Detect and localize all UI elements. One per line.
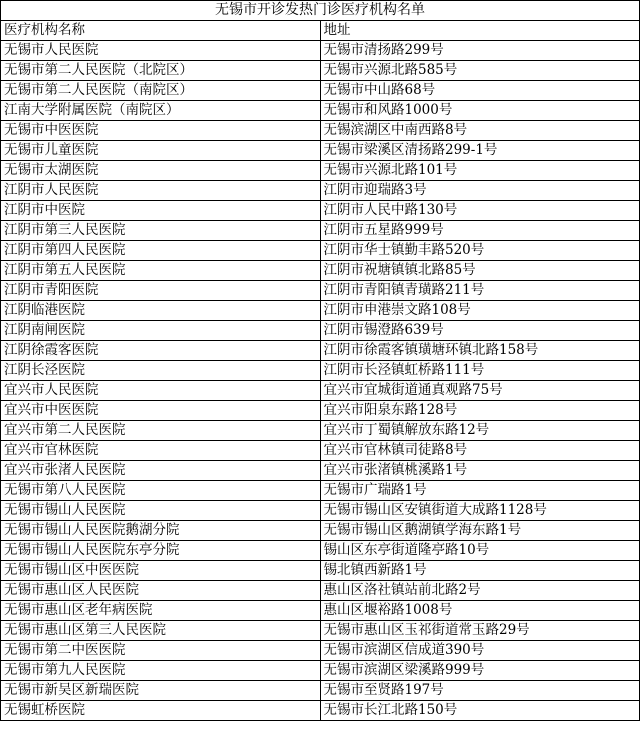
hospital-name-cell: 无锡市人民医院 [1, 41, 321, 61]
table-row [1, 81, 640, 101]
hospital-address-cell: 无锡市和风路1000号 [320, 101, 640, 121]
hospital-name-cell: 宜兴市人民医院 [1, 381, 321, 401]
table-row [1, 461, 640, 481]
table-row [1, 401, 640, 421]
hospital-address-cell: 锡山区东亭街道隆亭路10号 [320, 541, 640, 561]
table-row [1, 501, 640, 521]
header-name: 医疗机构名称 [1, 21, 321, 41]
hospital-name-cell: 江阴市青阳医院 [1, 281, 321, 301]
table-row [1, 141, 640, 161]
title-row [1, 1, 640, 21]
hospital-address-cell: 江阴市祝塘镇镇北路85号 [320, 261, 640, 281]
table-row [1, 301, 640, 321]
hospital-address-cell: 惠山区洛社镇站前北路2号 [320, 581, 640, 601]
hospital-address-cell: 江阴市华士镇勤丰路520号 [320, 241, 640, 261]
hospital-address-cell: 无锡滨湖区中南西路8号 [320, 121, 640, 141]
hospital-address-cell: 无锡市兴源北路585号 [320, 61, 640, 81]
hospital-name-cell: 无锡市惠山区人民医院 [1, 581, 321, 601]
header-address: 地址 [320, 21, 640, 41]
hospital-name-cell: 无锡市锡山人民医院东亭分院 [1, 541, 321, 561]
hospital-name-cell: 江阴市人民医院 [1, 181, 321, 201]
hospital-address-cell: 无锡市滨湖区梁溪路999号 [320, 661, 640, 681]
table-row [1, 201, 640, 221]
table-row [1, 561, 640, 581]
table-row [1, 521, 640, 541]
table-row [1, 41, 640, 61]
hospital-address-cell: 宜兴市丁蜀镇解放东路12号 [320, 421, 640, 441]
table-row [1, 181, 640, 201]
table-row [1, 701, 640, 721]
table-row [1, 241, 640, 261]
hospital-name-cell: 无锡市儿童医院 [1, 141, 321, 161]
hospital-name-cell: 江阴市第三人民医院 [1, 221, 321, 241]
table-title: 无锡市开诊发热门诊医疗机构名单 [1, 1, 640, 21]
hospital-name-cell: 无锡市太湖医院 [1, 161, 321, 181]
table-row [1, 421, 640, 441]
table-row [1, 341, 640, 361]
hospital-address-cell: 无锡市兴源北路101号 [320, 161, 640, 181]
hospital-name-cell: 无锡市惠山区第三人民医院 [1, 621, 321, 641]
table-row [1, 221, 640, 241]
table-row [1, 101, 640, 121]
table-row [1, 661, 640, 681]
hospital-address-cell: 江阴市迎瑞路3号 [320, 181, 640, 201]
hospital-name-cell: 江阴市第五人民医院 [1, 261, 321, 281]
hospital-name-cell: 无锡市第八人民医院 [1, 481, 321, 501]
hospital-address-cell: 无锡市锡山区安镇街道大成路1128号 [320, 501, 640, 521]
table-row [1, 481, 640, 501]
hospital-address-cell: 江阴市长泾镇虹桥路111号 [320, 361, 640, 381]
hospital-name-cell: 无锡虹桥医院 [1, 701, 321, 721]
hospital-name-cell: 江阴市中医院 [1, 201, 321, 221]
hospital-name-cell: 宜兴市张渚人民医院 [1, 461, 321, 481]
hospital-address-cell: 宜兴市张渚镇桃溪路1号 [320, 461, 640, 481]
hospital-address-cell: 宜兴市宜城街道通真观路75号 [320, 381, 640, 401]
hospital-address-cell: 无锡市梁溪区清扬路299-1号 [320, 141, 640, 161]
hospital-name-cell: 无锡市第九人民医院 [1, 661, 321, 681]
hospital-address-cell: 无锡市至贤路197号 [320, 681, 640, 701]
hospital-name-cell: 江阴徐霞客医院 [1, 341, 321, 361]
hospital-address-cell: 无锡市锡山区鹅湖镇学海东路1号 [320, 521, 640, 541]
hospital-name-cell: 无锡市第二人民医院（北院区） [1, 61, 321, 81]
hospital-address-cell: 江阴市徐霞客镇璜塘环镇北路158号 [320, 341, 640, 361]
hospital-address-cell: 无锡市广瑞路1号 [320, 481, 640, 501]
table-row [1, 681, 640, 701]
hospital-name-cell: 宜兴市官林医院 [1, 441, 321, 461]
hospital-address-cell: 江阴市申港崇文路108号 [320, 301, 640, 321]
hospital-address-cell: 无锡市清扬路299号 [320, 41, 640, 61]
hospital-address-cell: 锡北镇西新路1号 [320, 561, 640, 581]
table-row [1, 381, 640, 401]
hospital-name-cell: 宜兴市中医医院 [1, 401, 321, 421]
header-row [1, 21, 640, 41]
table-row [1, 581, 640, 601]
hospital-address-cell: 无锡市长江北路150号 [320, 701, 640, 721]
hospital-name-cell: 无锡市中医医院 [1, 121, 321, 141]
hospital-name-cell: 无锡市第二中医医院 [1, 641, 321, 661]
hospital-name-cell: 无锡市第二人民医院（南院区） [1, 81, 321, 101]
table-row [1, 601, 640, 621]
hospital-address-cell: 江阴市人民中路130号 [320, 201, 640, 221]
hospital-address-cell: 宜兴市阳泉东路128号 [320, 401, 640, 421]
hospital-name-cell: 无锡市锡山人民医院鹅湖分院 [1, 521, 321, 541]
table-row [1, 321, 640, 341]
hospital-name-cell: 江南大学附属医院（南院区） [1, 101, 321, 121]
table-row [1, 641, 640, 661]
hospital-address-cell: 江阴市五星路999号 [320, 221, 640, 241]
table-row [1, 281, 640, 301]
hospital-name-cell: 江阴临港医院 [1, 301, 321, 321]
table-row [1, 541, 640, 561]
hospital-name-cell: 无锡市锡山区中医医院 [1, 561, 321, 581]
table-row [1, 121, 640, 141]
hospital-name-cell: 宜兴市第二人民医院 [1, 421, 321, 441]
table-row [1, 161, 640, 181]
hospital-address-cell: 无锡市惠山区玉祁街道常玉路29号 [320, 621, 640, 641]
hospital-address-cell: 无锡市滨湖区信成道390号 [320, 641, 640, 661]
hospital-address-cell: 惠山区堰裕路1008号 [320, 601, 640, 621]
hospital-address-cell: 江阴市锡澄路639号 [320, 321, 640, 341]
hospital-name-cell: 无锡市锡山人民医院 [1, 501, 321, 521]
hospital-name-cell: 江阴南闸医院 [1, 321, 321, 341]
table-row [1, 441, 640, 461]
hospital-name-cell: 无锡市惠山区老年病医院 [1, 601, 321, 621]
table-row [1, 621, 640, 641]
hospital-address-cell: 无锡市中山路68号 [320, 81, 640, 101]
hospital-address-cell: 江阴市青阳镇青璜路211号 [320, 281, 640, 301]
table-row [1, 61, 640, 81]
table-row [1, 361, 640, 381]
hospital-name-cell: 江阴长泾医院 [1, 361, 321, 381]
table-row [1, 261, 640, 281]
hospital-name-cell: 无锡市新吴区新瑞医院 [1, 681, 321, 701]
hospital-address-cell: 宜兴市官林镇司徒路8号 [320, 441, 640, 461]
hospital-name-cell: 江阴市第四人民医院 [1, 241, 321, 261]
